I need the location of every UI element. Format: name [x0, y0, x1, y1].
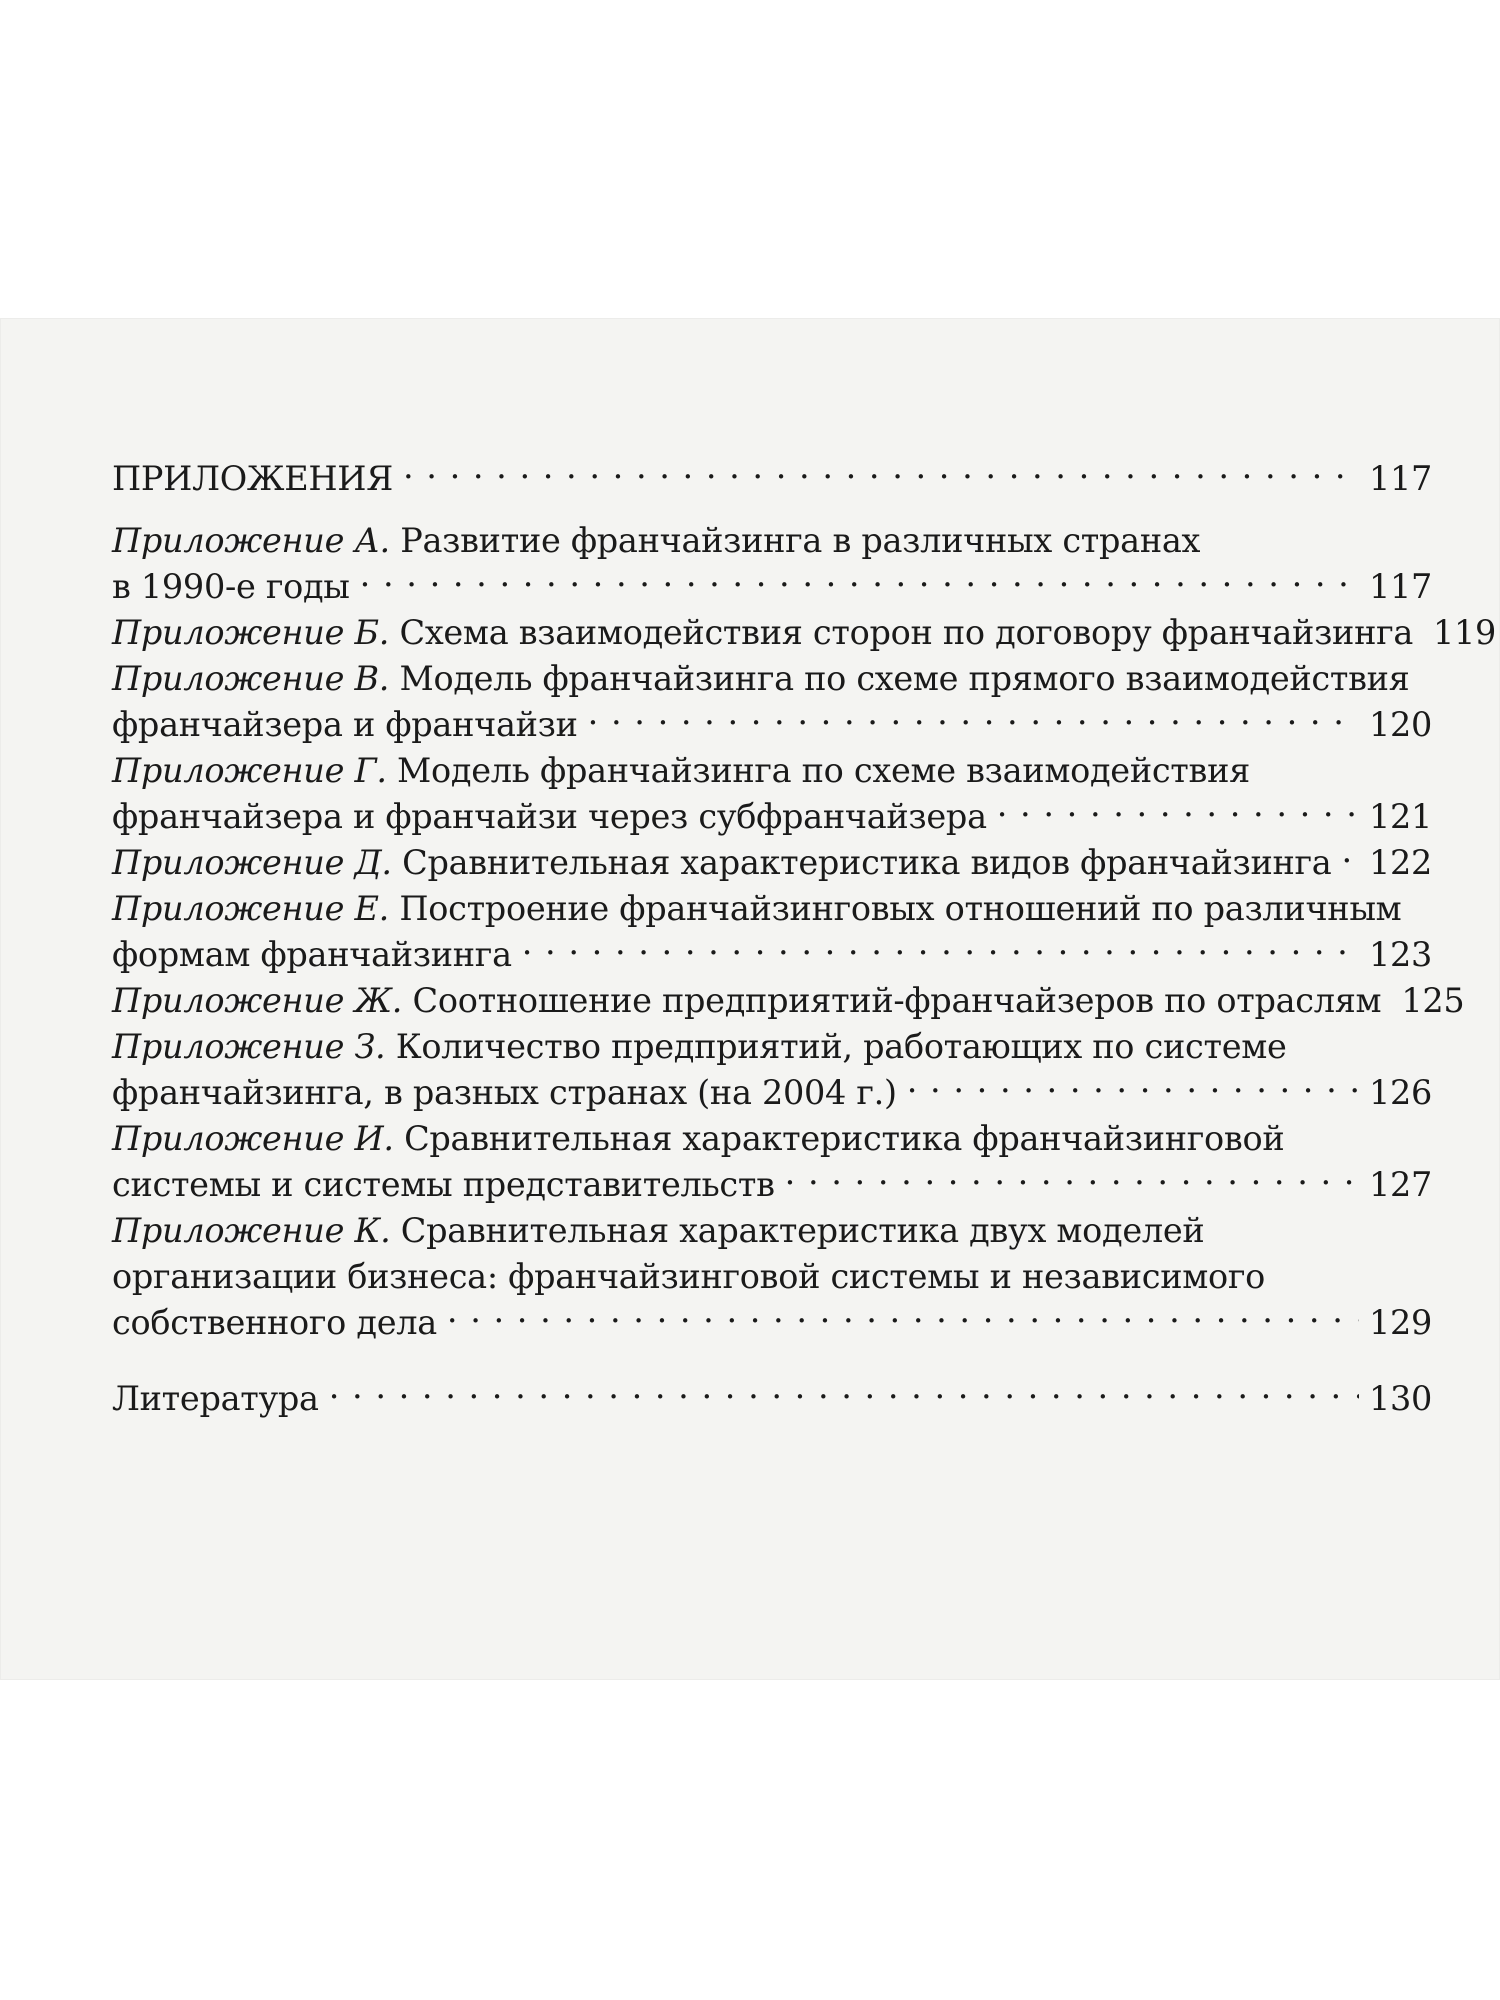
appendix-title-line: франчайзинга, в разных странах (на 2004 г.): [112, 1073, 897, 1112]
toc-page-number: 117: [1368, 459, 1432, 498]
appendix-title-line: Сравнительная характеристика видов франчайзинга: [402, 843, 1332, 882]
toc-page-number: 123: [1368, 935, 1432, 974]
dot-leader: [785, 1150, 1359, 1196]
toc-page-number: 130: [1368, 1379, 1432, 1418]
appendix-title-line: франчайзера и франчайзи через субфранчайзера: [112, 797, 987, 836]
toc-entry-appendix-g[interactable]: [112, 736, 1432, 836]
appendix-title-line: собственного дела: [112, 1303, 437, 1342]
appendix-title-line: Построение франчайзинговых отношений по различным: [399, 889, 1402, 928]
appendix-title-line: Модель франчайзинга по схеме взаимодействия: [397, 751, 1250, 790]
dot-leader: [360, 552, 1359, 598]
appendix-title-line: Модель франчайзинга по схеме прямого взаимодействия: [399, 659, 1410, 698]
toc-entry-appendix-a[interactable]: [112, 506, 1432, 606]
appendix-title-line: системы и системы представительств: [112, 1165, 775, 1204]
dot-leader: [588, 690, 1359, 736]
appendix-label: Приложение Б.: [112, 613, 390, 652]
appendix-label: Приложение Д.: [112, 843, 392, 882]
toc-page-number: 119: [1433, 613, 1497, 652]
toc-page-number: 126: [1368, 1073, 1432, 1112]
appendix-title-line: формам франчайзинга: [112, 935, 512, 974]
toc-page-number: 125: [1401, 981, 1465, 1020]
toc-section-title: ПРИЛОЖЕНИЯ: [112, 459, 393, 498]
dot-leader: [447, 1288, 1359, 1334]
table-of-contents: [112, 444, 1497, 1418]
literature-title: Литература: [112, 1379, 319, 1418]
appendix-title-line: Сравнительная характеристика двух моделей: [400, 1211, 1205, 1250]
appendix-title-line: Количество предприятий, работающих по системе: [395, 1027, 1287, 1066]
appendix-title-line: франчайзера и франчайзи: [112, 705, 578, 744]
toc-page-number: 120: [1368, 705, 1432, 744]
appendix-title-line: Схема взаимодействия сторон по договору франчайзинга: [399, 613, 1414, 652]
toc-page-number: 121: [1368, 797, 1432, 836]
toc-entry-appendix-k[interactable]: [112, 1196, 1432, 1342]
appendix-label: Приложение И.: [112, 1119, 394, 1158]
toc-page-number: 127: [1368, 1165, 1432, 1204]
appendix-title-line: организации бизнеса: франчайзинговой системы и независимого: [112, 1257, 1266, 1296]
dot-leader: [329, 1364, 1359, 1410]
appendix-label: Приложение Г.: [112, 751, 387, 790]
appendix-label: Приложение Ж.: [112, 981, 403, 1020]
toc-entry-appendix-e[interactable]: [112, 874, 1432, 974]
toc-page-number: 129: [1368, 1303, 1432, 1342]
toc-entry-appendix-z[interactable]: [112, 1012, 1432, 1112]
appendix-title-line: в 1990-е годы: [112, 567, 350, 606]
toc-entry-appendix-b[interactable]: [112, 598, 1497, 652]
toc-entry-appendix-v[interactable]: [112, 644, 1432, 744]
dot-leader: [907, 1058, 1359, 1104]
appendix-label: Приложение З.: [112, 1027, 386, 1066]
appendix-title-line: Сравнительная характеристика франчайзинговой: [404, 1119, 1285, 1158]
dot-leader: [997, 782, 1359, 828]
dot-leader: [522, 920, 1359, 966]
dot-leader: [1341, 828, 1359, 874]
appendix-label: Приложение К.: [112, 1211, 391, 1250]
toc-page-number: 122: [1368, 843, 1432, 882]
appendix-label: Приложение Е.: [112, 889, 389, 928]
dot-leader: [403, 444, 1359, 490]
toc-entry-appendix-zh[interactable]: [112, 966, 1465, 1020]
toc-entry-appendix-i[interactable]: [112, 1104, 1432, 1204]
toc-entry-appendix-d[interactable]: [112, 828, 1432, 882]
appendix-label: Приложение А.: [112, 521, 390, 560]
appendix-title-line: Соотношение предприятий-франчайзеров по отраслям: [412, 981, 1382, 1020]
appendix-label: Приложение В.: [112, 659, 390, 698]
toc-entry-literature[interactable]: [112, 1364, 1432, 1418]
toc-section-appendices: [112, 444, 1432, 498]
toc-page-number: 117: [1368, 567, 1432, 606]
appendix-title-line: Развитие франчайзинга в различных странах: [400, 521, 1201, 560]
